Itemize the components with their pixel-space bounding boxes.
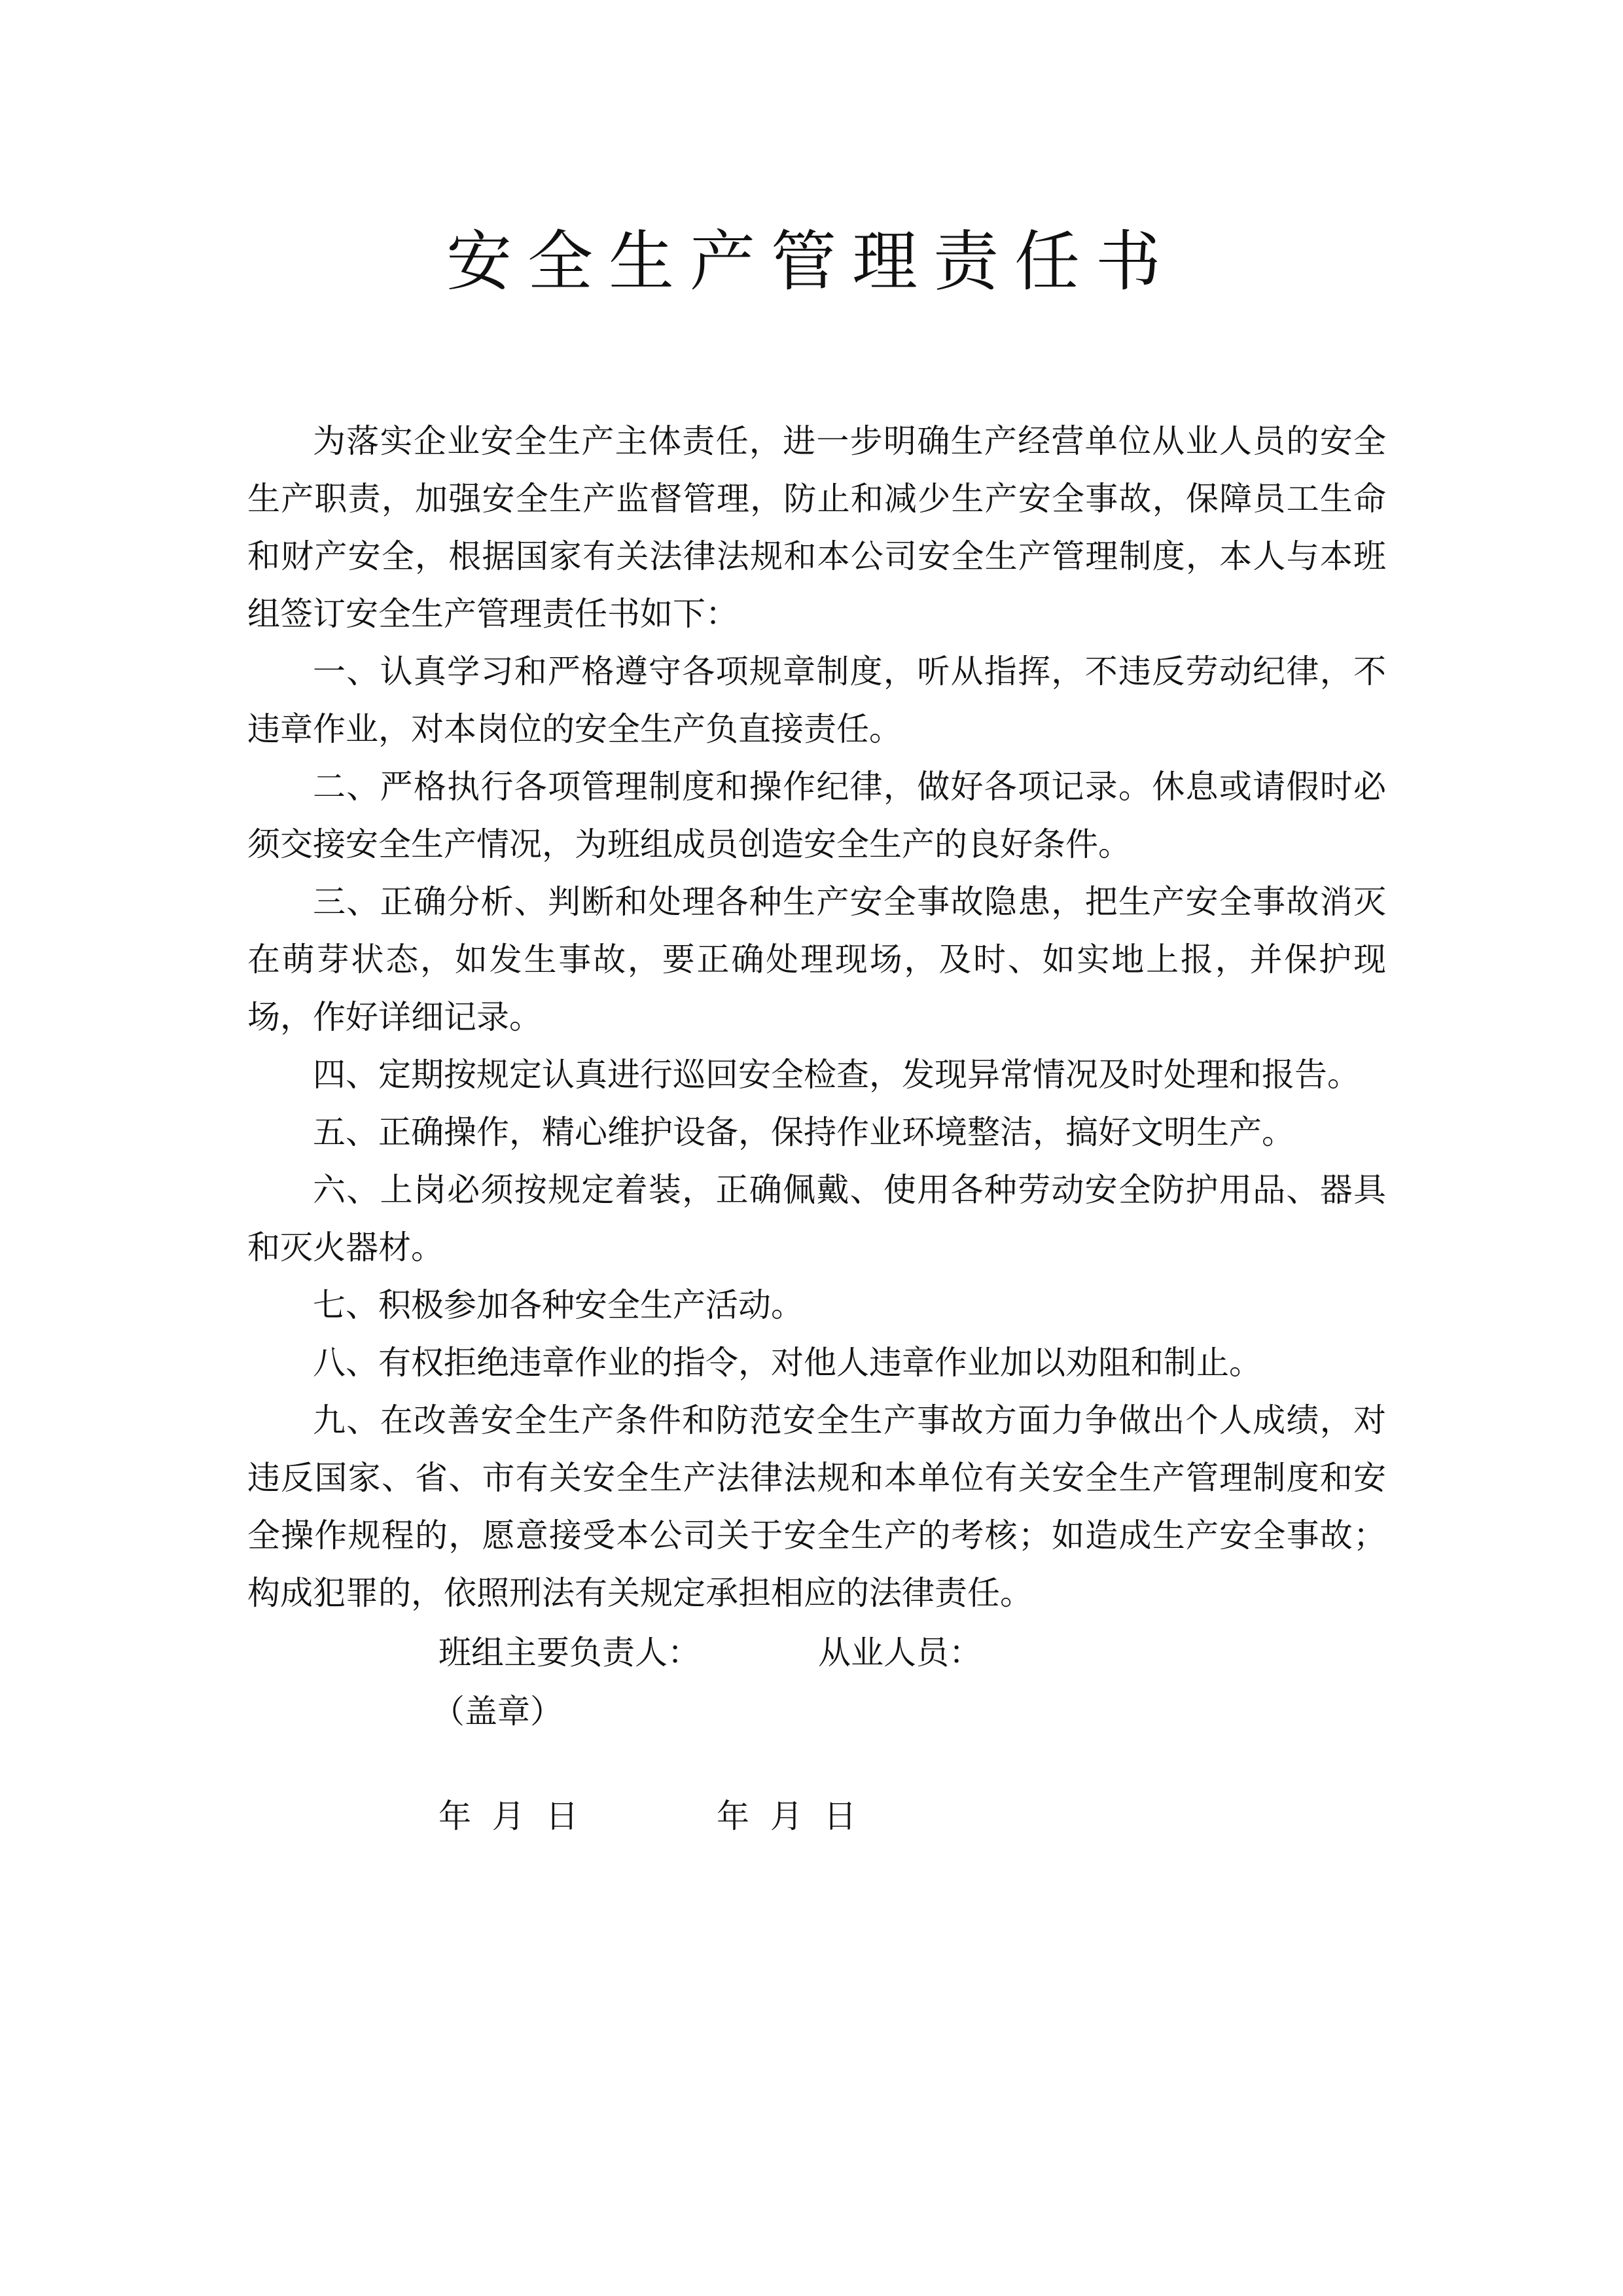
clause-4: 四、定期按规定认真进行巡回安全检查，发现异常情况及时处理和报告。 (313, 1056, 1360, 1094)
leader-date-field: 年 月 日 (438, 1797, 579, 1835)
worker-signature-label: 从业人员： (818, 1634, 982, 1672)
page-title: 安全生产管理责任书 (446, 223, 1177, 300)
worker-date-field: 年 月 日 (717, 1797, 857, 1835)
clause-7: 七、积极参加各种安全生产活动。 (313, 1286, 804, 1324)
intro-paragraph: 为落实企业安全生产主体责任，进一步明确生产经营单位从业人员的安全生产职责，加强安全生产监督管理，防止和减少生产安全事故，保障员工生命和财产安全，根据国家有关法律法规和本公司安全生产管理制度，本人与本班组签订安全生产管理责任书如下： (247, 422, 1386, 633)
clause-5: 五、正确操作，精心维护设备，保持作业环境整洁，搞好文明生产。 (313, 1113, 1294, 1151)
clause-3: 三、正确分析、判断和处理各种生产安全事故隐患，把生产安全事故消灭在萌芽状态，如发生事故，要正确处理现场，及时、如实地上报，并保护现场，作好详细记录。 (247, 883, 1386, 1036)
document-body (247, 412, 1386, 1622)
clause-9: 九、在改善安全生产条件和防范安全生产事故方面力争做出个人成绩，对违反国家、省、市有关安全生产法律法规和本单位有关安全生产管理制度和安全操作规程的，愿意接受本公司关于安全生产的考核；如造成生产安全事故；构成犯罪的，依照刑法有关规定承担相应的法律责任。 (247, 1401, 1386, 1612)
team-leader-signature-label: 班组主要负责人： (438, 1634, 700, 1672)
clause-2: 二、严格执行各项管理制度和操作纪律，做好各项记录。休息或请假时必须交接安全生产情况，为班组成员创造安全生产的良好条件。 (247, 768, 1386, 863)
clause-1: 一、认真学习和严格遵守各项规章制度，听从指挥，不违反劳动纪律，不违章作业，对本岗位的安全生产负直接责任。 (247, 653, 1386, 748)
clause-8: 八、有权拒绝违章作业的指令，对他人违章作业加以劝阻和制止。 (313, 1344, 1262, 1382)
stamp-note: （盖章） (432, 1693, 563, 1731)
clause-6: 六、上岗必须按规定着装，正确佩戴、使用各种劳动安全防护用品、器具和灭火器材。 (247, 1171, 1386, 1266)
